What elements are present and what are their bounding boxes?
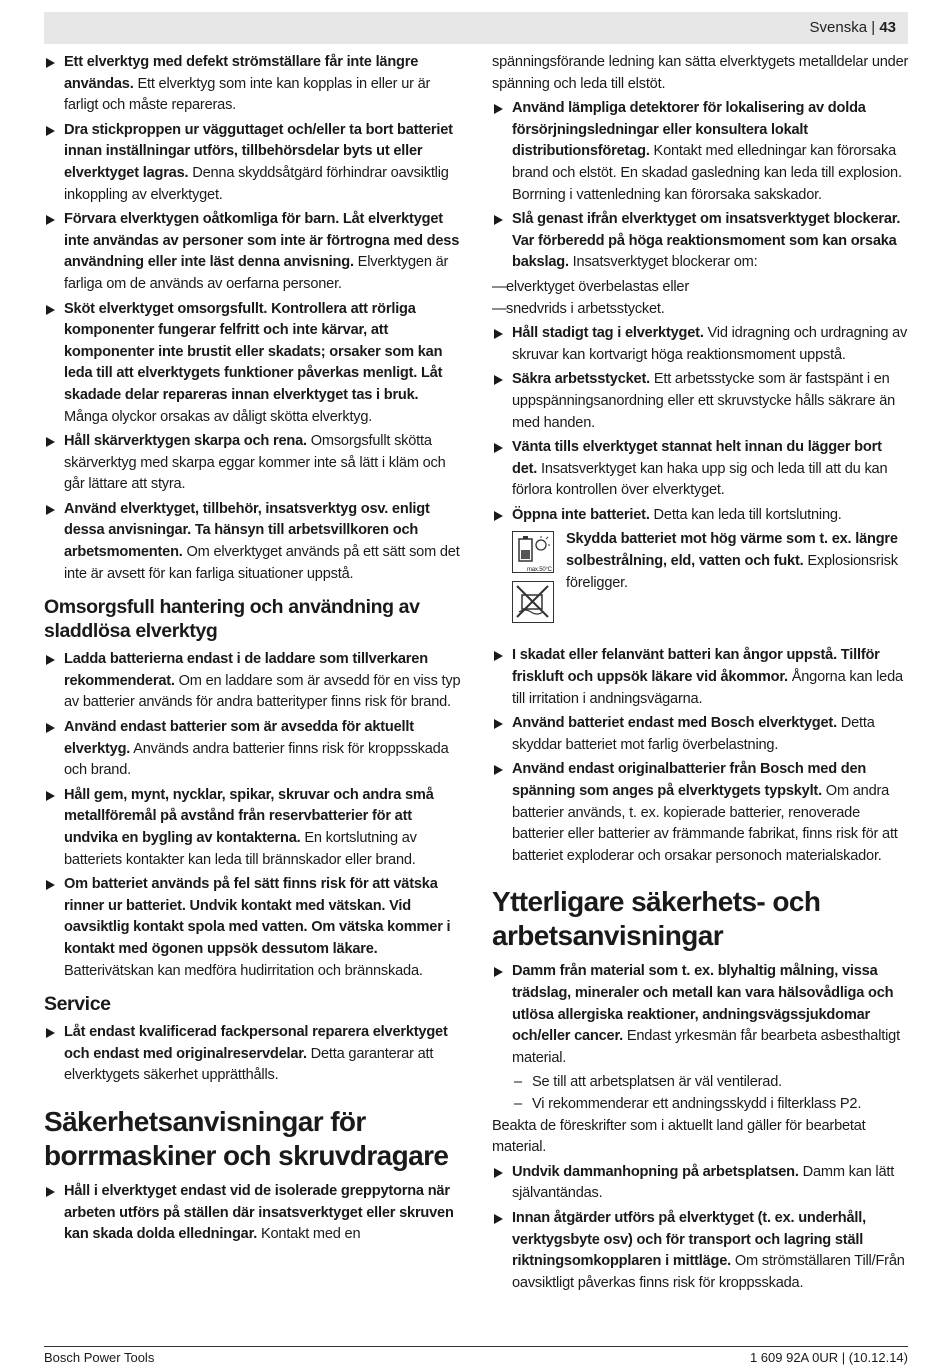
right-column [492, 52, 910, 1297]
bullet-arrow-icon [494, 719, 503, 729]
bullet-arrow-icon [46, 437, 55, 447]
battery-heat-icon [512, 531, 554, 573]
bullet-plain-text: Endast yrkesmän får bearbeta asbesthaltigt material. [512, 1028, 900, 1066]
subdash-mark: – [514, 1095, 522, 1112]
bullet-plain-text: Om andra batterier används, t. ex. kopierade batterier, renoverade batterier eller batterier av främmande fabrikat, finns risk för att batteriet exploderar och orsakar personoch materialskador. [512, 783, 898, 864]
bullet-arrow-icon [46, 505, 55, 515]
bullet-plain-text: Damm kan lätt självantändas. [512, 1163, 895, 1202]
header-separator: | [871, 19, 876, 36]
battery-warning-bold: Skydda batteriet mot hög värme som t. ex. längre solbestrålning, eld, vatten och fukt. [566, 531, 898, 570]
heading-drill: Säkerhetsanvisningar för borrmaskiner och skruvdragare [44, 1105, 449, 1171]
bullet-item [44, 120, 464, 206]
bullet-item [44, 1022, 464, 1087]
bullet-bold-text: Innan åtgärder utförs på elverktyget (t. ex. underhåll, verktygsbyte osv) och för transport och lagring ställ riktningsomkopplaren i mittläge. [512, 1209, 866, 1270]
bullet-item [492, 645, 910, 710]
bullet-item [44, 785, 464, 871]
bullet-plain-text: Används andra batterier finns risk för kroppsskada och brand. [64, 740, 449, 779]
left-items4 [44, 1181, 464, 1246]
heading-more: Ytterligare säkerhets- och arbetsanvisningar [492, 886, 821, 952]
bullet-plain-text: Elverktygen är farliga om de används av oerfarna personer. [64, 254, 449, 292]
bullet-arrow-icon [46, 1187, 55, 1197]
bullet-bold-text: I skadat eller felanvänt batteri kan ångor uppstå. Tillför friskluft och uppsök läkare vid åkommor. [512, 647, 880, 686]
bullet-arrow-icon [494, 1214, 503, 1224]
bullet-arrow-icon [494, 329, 503, 339]
bullet-arrow-icon [46, 791, 55, 801]
bullet-bold-text: Håll skärverktygen skarpa och rena. [64, 433, 307, 450]
bullet-plain-text: Insatsverktyget blockerar om: [568, 254, 758, 271]
bullet-bold-text: Använd endast originalbatterier från Bosch med den spänning som anges på elverktygets typskylt. [512, 761, 867, 800]
bullet-bold-text: Håll i elverktyget endast vid de isolerade greppytorna när arbeten utförs på ställen där insatsverktyget eller skruven kan skada dolda elledningar. [64, 1182, 454, 1243]
header-language: Svenska [809, 19, 868, 36]
continuation-text: spänningsförande ledning kan sätta elverktygets metalldelar under spänning och leda till elstöt. [492, 54, 909, 92]
bullet-plain-text: Omsorgsfullt skötta skärverktyg med skarpa eggar kommer inte så lätt i kläm och går lättare att styra. [64, 433, 446, 493]
bullet-plain-text: Ett elverktyg som inte kan kopplas in eller ur är farligt och måste repareras. [64, 75, 431, 114]
bullet-plain-text: Denna skyddsåtgärd förhindrar oavsiktlig inkoppling av elverktyget. [64, 164, 449, 203]
bullet-item [44, 299, 464, 429]
page-header [44, 12, 908, 44]
subdash-mark: – [514, 1074, 522, 1091]
left-column [44, 52, 464, 1249]
bullet-item [492, 369, 910, 434]
bullet-arrow-icon [46, 58, 55, 68]
heading-service: Service [44, 993, 111, 1016]
dash-list [492, 277, 910, 320]
bullet-item [492, 98, 910, 206]
bullet-plain-text: Kontakt med elledningar kan förorsaka brand och elstöt. En skadad gasledning kan leda till explosion. Borrning i vattenledning kan förorsaka sakskador. [512, 143, 902, 203]
bullet-plain-text: Om strömställaren Till/Från oavsiktligt påverkas finns risk för kroppsskada. [512, 1253, 905, 1291]
bullet-plain-text: Vid idragning och urdragning av skruvar kan kortvarigt höga reaktionsmoment uppstå. [512, 325, 908, 363]
bullet-item [44, 431, 464, 496]
bullet-bold-text: Sköt elverktyget omsorgsfullt. Kontrollera att rörliga komponenter fungerar felfritt och inte kärvar, att komponenter inte brustit eller skadats; orsaker som kan leda till att elverktygets funktioner påverkas menligt. Låt skadade delar repareras innan elverktyget tas i bruk. [64, 300, 443, 403]
bullet-bold-text: Vänta tills elverktyget stannat helt innan du lägger bort det. [512, 439, 882, 477]
bullet-plain-text: Ångorna kan leda till irritation i andningsvägarna. [512, 669, 903, 707]
bullet-item [492, 759, 910, 867]
right-items3 [492, 645, 910, 867]
bullet-item [44, 52, 464, 117]
bullet-item [44, 717, 464, 782]
right-items5 [492, 1162, 910, 1295]
bullet-bold-text: Säkra arbetsstycket. [512, 371, 650, 388]
bullet-arrow-icon [494, 375, 503, 385]
bullet-bold-text: Undvik dammanhopning på arbetsplatsen. [512, 1163, 799, 1180]
page-number: 43 [879, 19, 896, 36]
bullet-item [492, 437, 910, 502]
bullet-arrow-icon [46, 215, 55, 225]
bullet-plain-text: Detta garanterar att elverktygets säkerhet upprätthålls. [64, 1045, 434, 1084]
battery-warning-text [566, 529, 906, 594]
bullet-plain-text: Om elverktyget används på ett sätt som det inte är avsett för kan farliga situationer uppstå. [64, 544, 460, 582]
bullet-plain-text: Kontakt med en [257, 1226, 361, 1243]
bullet-plain-text: Detta skyddar batteriet mot farlig överbelastning. [512, 715, 875, 753]
bullet-bold-text: Ett elverktyg med defekt strömställare får inte längre användas. [64, 54, 419, 92]
bullet-plain-text: Om en laddare som är avsedd för en viss typ av batterier används för andra batterityper finns risk för brand. [64, 672, 461, 711]
bullet-bold-text: Förvara elverktygen oåtkomliga för barn. Låt elverktyget inte användas av personer som inte är förtrogna med dess användning eller inte läst denna anvisning. [64, 211, 460, 271]
bullet-bold-text: Ladda batterierna endast i de laddare som tillverkaren rekommenderat. [64, 651, 428, 689]
bullet-arrow-icon [494, 104, 503, 114]
footer-doc-number: 1 609 92A 0UR | (10.12.14) [749, 1350, 908, 1365]
bullet-arrow-icon [494, 765, 503, 775]
battery-warning-plain: Explosionsrisk föreligger. [566, 553, 898, 591]
bullet-bold-text: Håll gem, mynt, nycklar, spikar, skruvar och andra små metallföremål på avstånd från reservbatterier för att undvika en bygling av kontakterna. [64, 786, 434, 846]
icon-temp-label: max.50°C [527, 567, 552, 574]
right-items2 [492, 323, 910, 526]
bullet-arrow-icon [494, 967, 503, 977]
bullet-item [44, 209, 464, 295]
right-items1 [492, 98, 910, 274]
heading-battery: Omsorgsfull hantering och användning av sladdlösa elverktyg [44, 596, 420, 643]
bullet-arrow-icon [46, 1028, 55, 1038]
bullet-arrow-icon [494, 651, 503, 661]
dash-text: elverktyget överbelastas eller [506, 278, 689, 295]
bullet-arrow-icon [46, 880, 55, 890]
bullet-bold-text: Öppna inte batteriet. [512, 506, 650, 523]
subdash-item [492, 1094, 910, 1116]
dash-item [492, 299, 910, 321]
footer-divider [44, 1346, 908, 1347]
bullet-arrow-icon [494, 443, 503, 453]
bullet-item [44, 874, 464, 982]
bullet-bold-text: Använd lämpliga detektorer för lokalisering av dolda försörjningsledningar eller konsultera lokalt distributionsföretag. [512, 100, 866, 160]
bullet-bold-text: Damm från material som t. ex. blyhaltig målning, vissa trädslag, mineraler och metall kan vara hälsovådliga och utlösa allergiska reaktioner, andningsvägssjukdomar och/eller cancer. [512, 963, 894, 1045]
bullet-item [492, 505, 910, 527]
no-water-icon [512, 581, 554, 623]
bullet-plain-text: Batterivätskan kan medföra hudirritation och brännskada. [64, 962, 423, 979]
bullet-item [492, 1162, 910, 1205]
bullet-item [492, 961, 910, 1069]
bullet-item [44, 1181, 464, 1246]
bullet-bold-text: Om batteriet används på fel sätt finns risk för att vätska rinner ur batteriet. Undvik kontakt med vätskan. Vid oavsiktlig kontakt spola med vatten. Om vätska kommer i kontakt med ögonen uppsök dessutom läkare. [64, 876, 451, 957]
left-items1 [44, 52, 464, 585]
bullet-bold-text: Låt endast kvalificerad fackpersonal reparera elverktyget och endast med originalreservdelar. [64, 1024, 448, 1062]
bullet-arrow-icon [46, 126, 55, 136]
bullet-plain-text: En kortslutning av batteriets kontakter kan leda till brännskador eller brand. [64, 830, 417, 868]
bullet-arrow-icon [494, 1168, 503, 1178]
bullet-plain-text: Insatsverktyget kan haka upp sig och leda till att du kan förlora kontrollen över elverktyget. [512, 460, 888, 499]
bullet-bold-text: Dra stickproppen ur vägguttaget och/eller ta bort batteriet innan inställningar utförs, tillbehörsdelar byts ut eller elverktyget lagras. [64, 121, 453, 181]
bullet-arrow-icon [46, 723, 55, 733]
dash-mark: — [492, 300, 507, 317]
right-items4 [492, 961, 910, 1069]
bullet-bold-text: Använd batteriet endast med Bosch elverktyget. [512, 715, 837, 732]
bullet-bold-text: Använd elverktyget, tillbehör, insatsverktyg osv. enligt dessa anvisningar. Ta hänsyn till arbetsvillkoren och arbetsmomenten. [64, 500, 430, 561]
bullet-item [492, 1208, 910, 1294]
bullet-plain-text: Ett arbetsstycke som är fastspänt i en uppspänningsanordning eller ett skruvstycke hålls säkrare än med handen. [512, 371, 896, 431]
bullet-arrow-icon [46, 655, 55, 665]
subdash-text: Se till att arbetsplatsen är väl ventilerad. [532, 1074, 782, 1091]
footer-brand: Bosch Power Tools [44, 1350, 155, 1365]
bullet-bold-text: Använd endast batterier som är avsedda för aktuellt elverktyg. [64, 719, 414, 757]
subdash-text: Vi rekommenderar ett andningsskydd i filterklass P2. [532, 1095, 862, 1112]
left-items2 [44, 649, 464, 982]
bullet-item [44, 499, 464, 585]
bullet-item [492, 323, 910, 366]
battery-warning [492, 529, 910, 637]
bullet-bold-text: Slå genast ifrån elverktyget om insatsverktyget blockerar. Var förberedd på höga reaktionsmoment som kan orsaka bakslag. [512, 211, 901, 271]
bullet-item [44, 649, 464, 714]
bullet-plain-text: Många olyckor orsakas av dåligt skötta elverktyg. [64, 408, 373, 425]
bullet-item [492, 209, 910, 274]
bullet-arrow-icon [494, 511, 503, 521]
bullet-item [492, 713, 910, 756]
left-items3 [44, 1022, 464, 1087]
dash-text: snedvrids i arbetsstycket. [506, 300, 665, 317]
bullet-plain-text: Detta kan leda till kortslutning. [649, 506, 842, 523]
note-text: Beakta de föreskrifter som i aktuellt land gäller för bearbetat material. [492, 1117, 866, 1156]
dash-item [492, 277, 910, 299]
header-label [810, 19, 896, 36]
bullet-bold-text: Håll stadigt tag i elverktyget. [512, 325, 704, 342]
bullet-arrow-icon [46, 305, 55, 315]
subdash-item [492, 1072, 910, 1094]
dash-mark: — [492, 278, 507, 295]
bullet-arrow-icon [494, 215, 503, 225]
